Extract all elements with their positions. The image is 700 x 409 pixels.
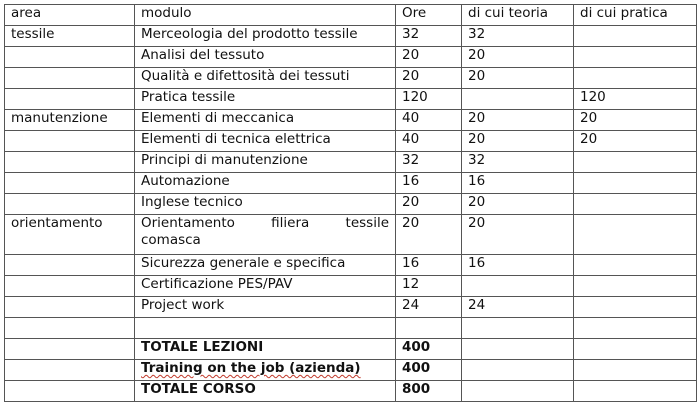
area-cell bbox=[5, 68, 135, 89]
table-row bbox=[5, 173, 697, 194]
modulo-cell: Project work bbox=[135, 297, 396, 318]
modulo-cell: Qualità e difettosità dei tessuti bbox=[135, 68, 396, 89]
teoria-cell: 20 bbox=[462, 47, 574, 68]
header-area: area bbox=[5, 5, 135, 26]
table-row-empty bbox=[5, 318, 697, 339]
ore-cell: 20 bbox=[396, 215, 462, 255]
training-label-text: Training on the job (azienda) bbox=[141, 360, 361, 376]
modulo-cell: Elementi di meccanica bbox=[135, 110, 396, 131]
table-row bbox=[5, 68, 697, 89]
area-cell bbox=[5, 152, 135, 173]
area-cell bbox=[5, 381, 135, 402]
modulo-cell bbox=[135, 215, 396, 255]
table-row bbox=[5, 89, 697, 110]
teoria-cell bbox=[462, 318, 574, 339]
modulo-cell: Sicurezza generale e specifica bbox=[135, 255, 396, 276]
teoria-cell: 24 bbox=[462, 297, 574, 318]
training-ore: 400 bbox=[396, 360, 462, 381]
modulo-cell: Pratica tessile bbox=[135, 89, 396, 110]
pratica-cell bbox=[574, 276, 697, 297]
modulo-cell: Inglese tecnico bbox=[135, 194, 396, 215]
pratica-cell bbox=[574, 68, 697, 89]
pratica-cell bbox=[574, 255, 697, 276]
pratica-cell bbox=[574, 360, 697, 381]
modulo-cell: Merceologia del prodotto tessile bbox=[135, 26, 396, 47]
pratica-cell bbox=[574, 318, 697, 339]
course-hours-table bbox=[4, 4, 697, 402]
totale-lezioni-label: TOTALE LEZIONI bbox=[135, 339, 396, 360]
pratica-cell bbox=[574, 339, 697, 360]
ore-cell: 20 bbox=[396, 47, 462, 68]
table-row bbox=[5, 152, 697, 173]
teoria-cell: 16 bbox=[462, 173, 574, 194]
totale-corso-row bbox=[5, 381, 697, 402]
area-cell bbox=[5, 276, 135, 297]
ore-cell bbox=[396, 318, 462, 339]
table-row bbox=[5, 194, 697, 215]
area-cell bbox=[5, 297, 135, 318]
table-header-row bbox=[5, 5, 697, 26]
header-modulo: modulo bbox=[135, 5, 396, 26]
area-cell bbox=[5, 131, 135, 152]
area-cell bbox=[5, 360, 135, 381]
table-row bbox=[5, 215, 697, 255]
teoria-cell bbox=[462, 89, 574, 110]
teoria-cell: 20 bbox=[462, 131, 574, 152]
totale-corso-ore: 800 bbox=[396, 381, 462, 402]
teoria-cell: 16 bbox=[462, 255, 574, 276]
teoria-cell bbox=[462, 360, 574, 381]
modulo-cell: Analisi del tessuto bbox=[135, 47, 396, 68]
ore-cell: 12 bbox=[396, 276, 462, 297]
totale-corso-label: TOTALE CORSO bbox=[135, 381, 396, 402]
table-row bbox=[5, 297, 697, 318]
header-teoria: di cui teoria bbox=[462, 5, 574, 26]
area-cell: tessile bbox=[5, 26, 135, 47]
area-cell: manutenzione bbox=[5, 110, 135, 131]
teoria-cell: 20 bbox=[462, 68, 574, 89]
area-cell bbox=[5, 47, 135, 68]
teoria-cell: 32 bbox=[462, 26, 574, 47]
ore-cell: 32 bbox=[396, 152, 462, 173]
teoria-cell: 32 bbox=[462, 152, 574, 173]
area-cell bbox=[5, 339, 135, 360]
pratica-cell: 20 bbox=[574, 110, 697, 131]
area-cell bbox=[5, 194, 135, 215]
totale-lezioni-ore: 400 bbox=[396, 339, 462, 360]
modulo-cell: Automazione bbox=[135, 173, 396, 194]
pratica-cell bbox=[574, 297, 697, 318]
ore-cell: 20 bbox=[396, 194, 462, 215]
ore-cell: 32 bbox=[396, 26, 462, 47]
training-label bbox=[135, 360, 396, 381]
area-cell bbox=[5, 255, 135, 276]
pratica-cell bbox=[574, 47, 697, 68]
modulo-cell bbox=[135, 318, 396, 339]
teoria-cell: 20 bbox=[462, 194, 574, 215]
ore-cell: 40 bbox=[396, 131, 462, 152]
modulo-cell: Principi di manutenzione bbox=[135, 152, 396, 173]
teoria-cell bbox=[462, 276, 574, 297]
header-ore: Ore bbox=[396, 5, 462, 26]
pratica-cell bbox=[574, 215, 697, 255]
modulo-cell: Elementi di tecnica elettrica bbox=[135, 131, 396, 152]
header-pratica: di cui pratica bbox=[574, 5, 697, 26]
area-cell bbox=[5, 318, 135, 339]
area-cell: orientamento bbox=[5, 215, 135, 255]
pratica-cell bbox=[574, 152, 697, 173]
totale-lezioni-row bbox=[5, 339, 697, 360]
pratica-cell bbox=[574, 26, 697, 47]
pratica-cell bbox=[574, 194, 697, 215]
area-cell bbox=[5, 89, 135, 110]
table-row bbox=[5, 110, 697, 131]
teoria-cell: 20 bbox=[462, 215, 574, 255]
ore-cell: 24 bbox=[396, 297, 462, 318]
teoria-cell bbox=[462, 339, 574, 360]
modulo-text: Orientamento filiera tessile comasca bbox=[141, 215, 389, 248]
table-row bbox=[5, 255, 697, 276]
pratica-cell: 20 bbox=[574, 131, 697, 152]
area-cell bbox=[5, 173, 135, 194]
table-row bbox=[5, 47, 697, 68]
ore-cell: 16 bbox=[396, 173, 462, 194]
training-row bbox=[5, 360, 697, 381]
ore-cell: 16 bbox=[396, 255, 462, 276]
ore-cell: 120 bbox=[396, 89, 462, 110]
table-row bbox=[5, 276, 697, 297]
teoria-cell: 20 bbox=[462, 110, 574, 131]
table-row bbox=[5, 26, 697, 47]
ore-cell: 20 bbox=[396, 68, 462, 89]
pratica-cell bbox=[574, 381, 697, 402]
pratica-cell bbox=[574, 173, 697, 194]
table-row bbox=[5, 131, 697, 152]
modulo-cell: Certificazione PES/PAV bbox=[135, 276, 396, 297]
ore-cell: 40 bbox=[396, 110, 462, 131]
pratica-cell: 120 bbox=[574, 89, 697, 110]
teoria-cell bbox=[462, 381, 574, 402]
